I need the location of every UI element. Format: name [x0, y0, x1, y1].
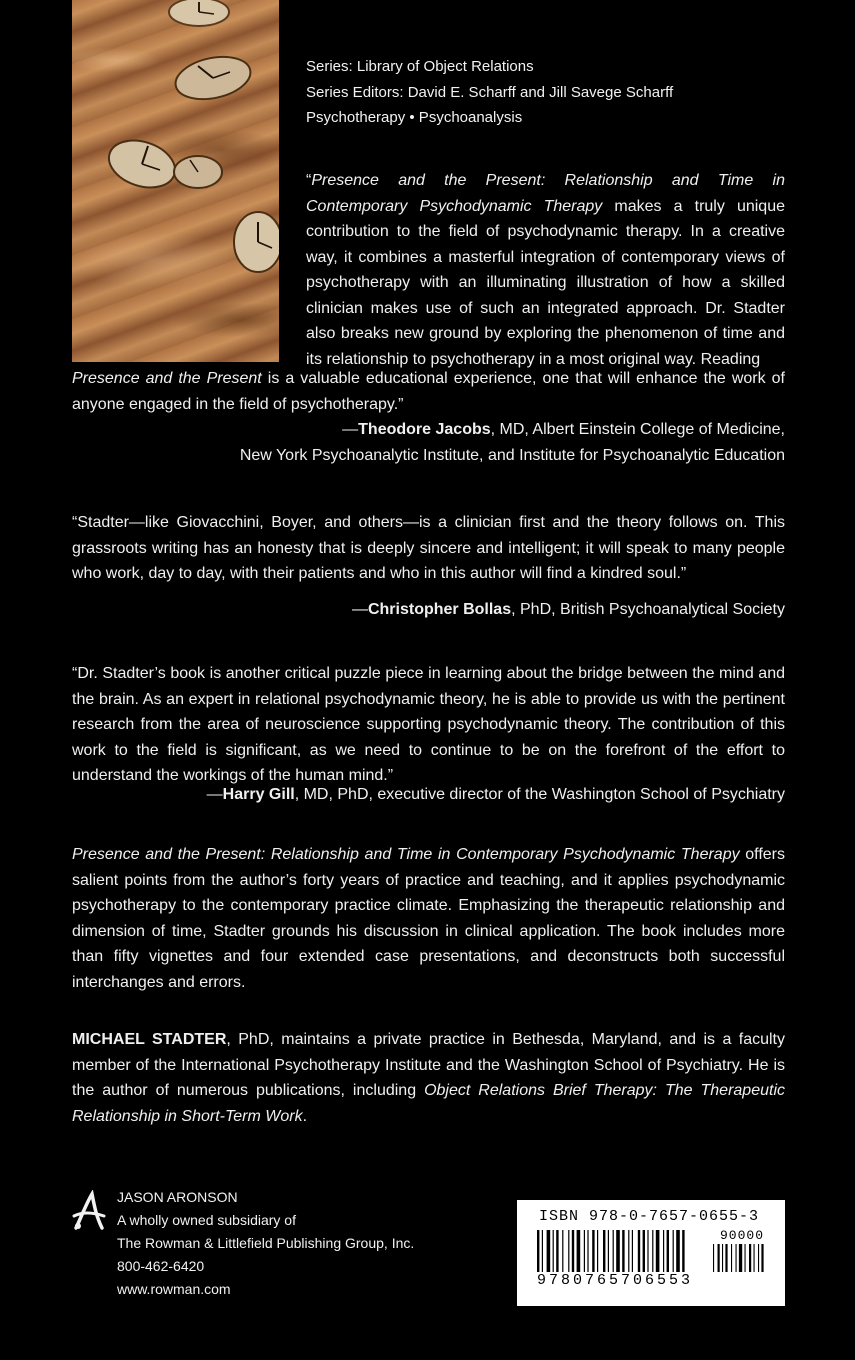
endorser-affiliation: , MD, PhD, executive director of the Washington School of Psychiatry: [294, 786, 785, 803]
endorser-affiliation: , PhD, British Psychoanalytical Society: [511, 601, 785, 618]
isbn-barcode: [517, 1200, 785, 1306]
barcode-bar: [632, 1230, 633, 1272]
em-dash: —: [342, 421, 359, 438]
publisher-url: www.rowman.com: [117, 1281, 231, 1297]
isbn-number: ISBN 978-0-7657-0655-3: [539, 1208, 760, 1225]
barcode-bar: [568, 1230, 569, 1272]
barcode-bar: [628, 1230, 629, 1272]
endorser-name: Theodore Jacobs: [358, 421, 491, 438]
barcode-bar: [616, 1230, 620, 1272]
barcode-digits: 9780765706553: [537, 1272, 694, 1289]
series-name: Series: Library of Object Relations: [306, 58, 534, 75]
barcode-bar: [676, 1230, 680, 1272]
book-title-italic: Presence and the Present: [72, 370, 262, 387]
barcode-bar: [731, 1244, 732, 1272]
barcode-bar: [718, 1244, 720, 1272]
barcode-bar: [663, 1230, 664, 1272]
barcode-bar: [572, 1230, 574, 1272]
author-bio: [72, 1027, 785, 1129]
barcode-bar: [682, 1230, 684, 1272]
barcode-bar: [754, 1244, 755, 1272]
quote-open-mark: “: [306, 172, 312, 189]
barcode-bar: [622, 1230, 624, 1272]
barcode-bar: [553, 1230, 554, 1272]
book-description: [72, 842, 785, 995]
barcode-bar: [749, 1244, 751, 1272]
series-editors: Series Editors: David E. Scharff and Jill Savege Scharff: [306, 83, 674, 101]
publisher-lines: [117, 1186, 414, 1301]
barcode-bar: [725, 1244, 727, 1272]
barcode-bar: [761, 1244, 763, 1272]
barcode-bar: [638, 1230, 640, 1272]
publisher-subsidiary: A wholly owned subsidiary of: [117, 1212, 296, 1228]
barcode-bar: [673, 1230, 674, 1272]
endorser-affiliation: , MD, Albert Einstein College of Medicine,: [490, 421, 785, 438]
barcode-bar: [537, 1230, 539, 1272]
barcode-bar: [556, 1230, 558, 1272]
clock-face-icon: [164, 0, 234, 34]
barcode-bar: [577, 1230, 581, 1272]
barcode-bar: [643, 1230, 645, 1272]
attribution-gill: [207, 782, 785, 808]
barcode-bar: [587, 1230, 588, 1272]
clock-face-icon: [168, 52, 258, 104]
quote-text: is a valuable educational experience, one that will enhance the work of anyone engaged in the field of psychotherapy.”: [72, 370, 785, 413]
period: .: [302, 1107, 308, 1125]
series-subjects: Psychotherapy • Psychoanalysis: [306, 109, 523, 126]
barcode-bar: [656, 1230, 660, 1272]
barcode-bar: [603, 1230, 605, 1272]
publisher-phone: 800-462-6420: [117, 1258, 205, 1274]
series-info: [306, 54, 673, 131]
author-name: MICHAEL STADTER: [72, 1031, 227, 1048]
attribution-bollas: [352, 597, 785, 623]
barcode-bar: [713, 1244, 714, 1272]
barcode-bar: [584, 1230, 585, 1272]
barcode-bar: [758, 1244, 759, 1272]
barcode-bar: [592, 1230, 594, 1272]
em-dash: —: [351, 601, 368, 618]
barcode-bar: [667, 1230, 669, 1272]
clock-face-icon: [222, 208, 279, 278]
aronson-a-logo-icon: [70, 1190, 110, 1234]
barcode-bar: [652, 1230, 653, 1272]
author-book-title: Object Relations Brief Therapy: The Therapeutic Relationship in Short-Term Work: [72, 1082, 785, 1125]
barcode-bar: [547, 1230, 551, 1272]
endorsement-quote-bollas: “Stadter—like Giovacchini, Boyer, and others—is a clinician first and the theory follows on. This grassroots writing has an honesty that is deeply sincere and intelligent; it will speak to many people who work, day to day, with their patients and who in this author will find a kindred soul.”: [72, 514, 785, 582]
endorser-name: Harry Gill: [222, 786, 295, 803]
price-code: 90000: [717, 1228, 767, 1243]
endorser-name: Christopher Bollas: [367, 601, 512, 618]
endorsement-quote-jacobs: [306, 168, 785, 372]
barcode-bar: [542, 1230, 543, 1272]
endorsement-quote-gill: “Dr. Stadter’s book is another critical puzzle piece in learning about the bridge between the mind and the brain. As an expert in relational psychodynamic theory, he is able to provide us with the pertinent research from the area of neuroscience supporting psychodynamic theory. The contribution of this work to the field is significant, as we need to continue to be on the forefront of the effort to understand the workings of the human mind.”: [72, 665, 785, 784]
description-text: offers salient points from the author’s forty years of practice and teaching, and it applies psychodynamic psychotherapy to the contemporary practice climate. Emphasizing the therapeutic relationship and dimension of time, Stadter grounds his discussion in clinical application. The book includes more than fifty vignettes and four extended case presentations, and deconstructs both successful interchanges and errors.: [72, 846, 785, 991]
attribution-jacobs: [240, 417, 785, 468]
barcode-bar: [722, 1244, 723, 1272]
book-title-italic: Presence and the Present: Relationship and Time in Contemporary Psychodynamic Therapy: [306, 172, 785, 215]
barcode-bar: [739, 1244, 742, 1272]
barcode-bar: [608, 1230, 609, 1272]
barcode-bar: [647, 1230, 648, 1272]
cover-photo-sand-clocks: [72, 0, 279, 362]
barcode-bar: [562, 1230, 563, 1272]
endorsement-quote-jacobs-continued: [72, 366, 785, 417]
publisher-parent: The Rowman & Littlefield Publishing Group, Inc.: [117, 1235, 415, 1251]
publisher-name: JASON ARONSON: [117, 1189, 238, 1205]
endorser-affiliation-line2: New York Psychoanalytic Institute, and Institute for Psychoanalytic Education: [239, 446, 785, 464]
barcode-bar: [745, 1244, 746, 1272]
book-title-italic: Presence and the Present: Relationship and Time in Contemporary Psychodynamic Therapy: [72, 846, 740, 863]
clock-face-icon: [168, 150, 228, 194]
em-dash: —: [206, 786, 223, 803]
quote-text: makes a truly unique contribution to the field of psychodynamic therapy. In a creative way, it combines a masterful integration of contemporary views of psychotherapy with an illuminating illustration of how a skilled clinician makes use of such an integrated approach. Dr. Stadter also breaks new ground by exploring the phenomenon of time and its relationship to psychotherapy in a most original way. Reading: [306, 197, 785, 368]
barcode-bar: [613, 1230, 614, 1272]
author-bio-text: , PhD, maintains a private practice in Bethesda, Maryland, and is a faculty member of the International Psychotherapy Institute and the Washington School of Psychiatry. He is the author of numerous publications, including: [72, 1031, 786, 1099]
barcode-bar: [736, 1244, 737, 1272]
barcode-bar: [597, 1230, 598, 1272]
